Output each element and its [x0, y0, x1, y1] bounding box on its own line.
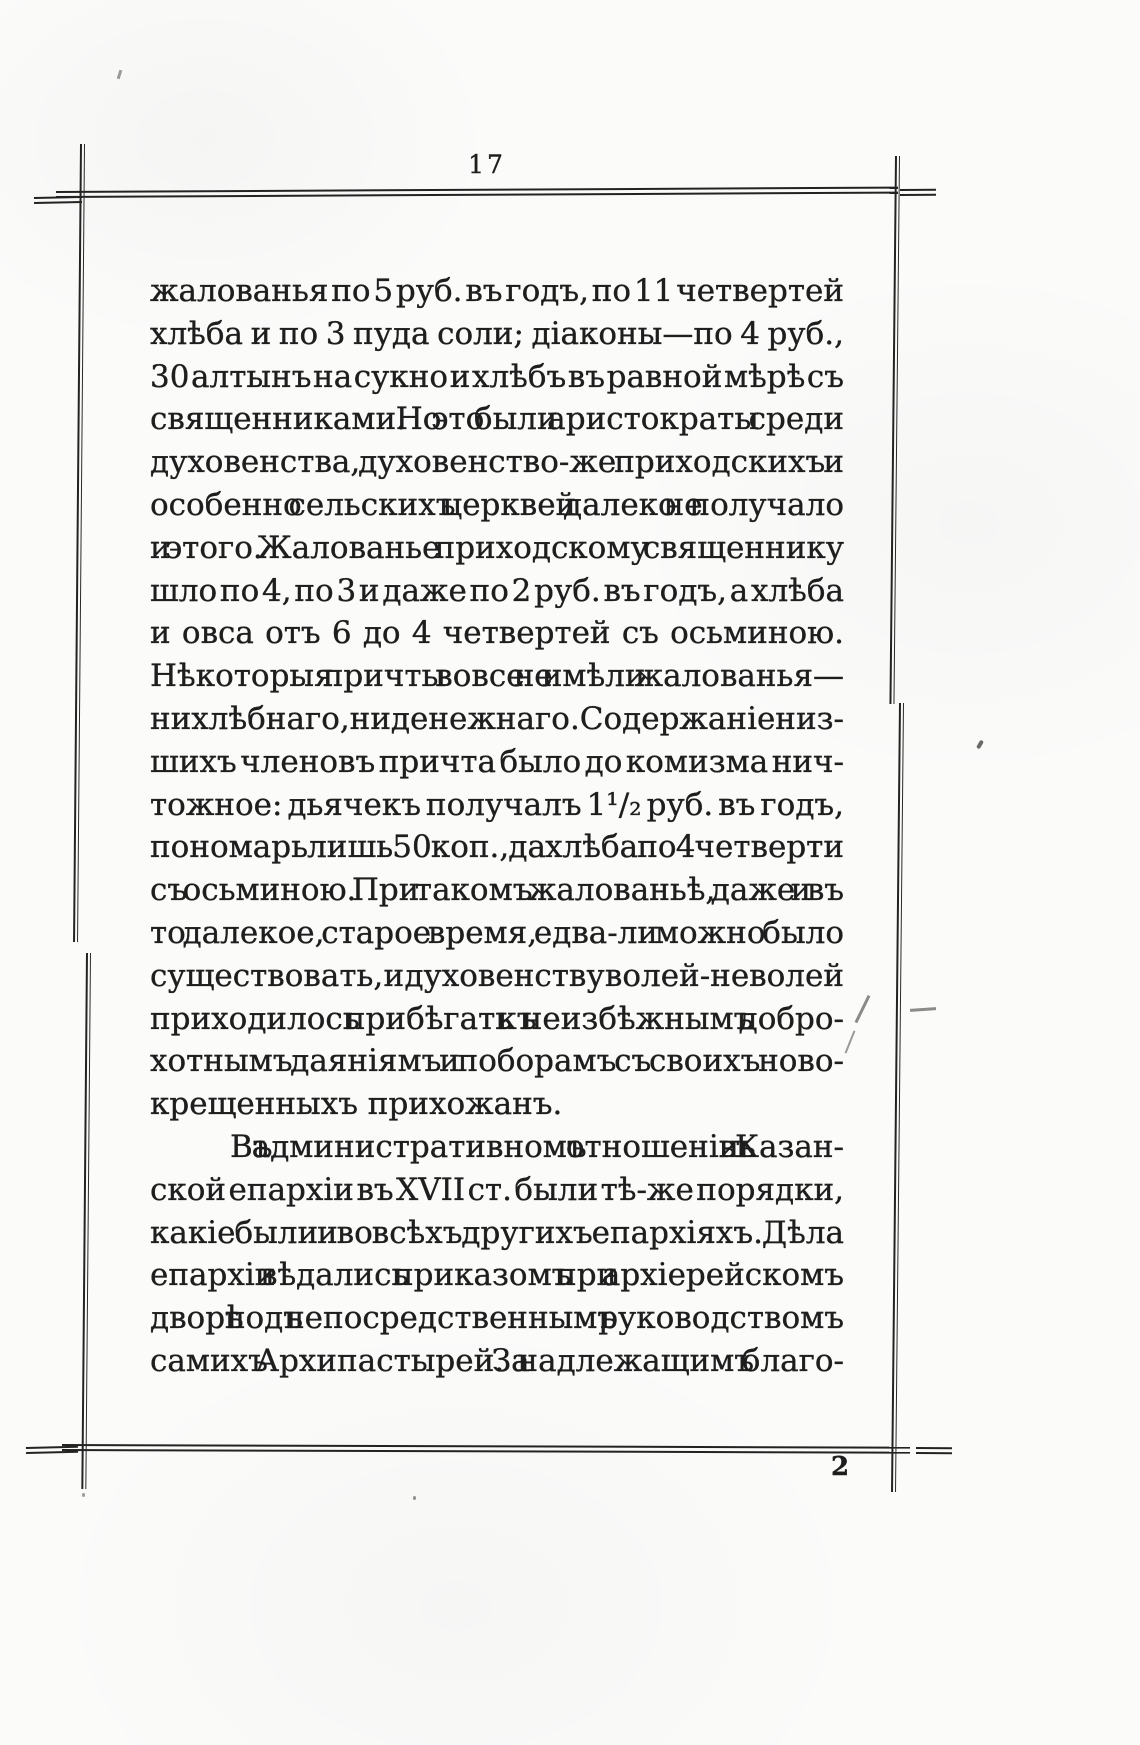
- text-line: [150, 1040, 844, 1083]
- bottom-border-left-stub: [26, 1446, 78, 1454]
- line-text: жалованья по 5 руб. въ годъ, по 11 четвертей: [150, 273, 844, 309]
- left-border-rule-upper: [73, 144, 85, 942]
- text-line: [150, 398, 844, 441]
- line-text: Въ административномъ отношеніи въ Казан-: [230, 1128, 844, 1165]
- text-line: [150, 826, 844, 869]
- line-text: священниками. Но это были аристократы среди: [150, 401, 844, 438]
- pencil-mark-dash: [910, 1007, 936, 1011]
- line-text: дворѣ подъ непосредственнымъ руководствомъ: [150, 1300, 844, 1337]
- line-text: существовать, и духовенству волей-неволей: [150, 957, 844, 994]
- text-line: [150, 1254, 844, 1297]
- ink-speck: [976, 740, 984, 750]
- text-line: [150, 741, 844, 784]
- text-line: [150, 1212, 844, 1255]
- text-line: [150, 570, 844, 613]
- ink-speck: [413, 1496, 416, 1500]
- line-text: самихъ Архипастырей. За надлежащимъ благо-: [150, 1342, 844, 1379]
- line-text: Нѣкоторыя причты вовсе не имѣли жалованья—: [150, 658, 844, 695]
- line-text: хлѣба и по 3 пуда соли; діаконы—по 4 руб.,: [150, 315, 844, 352]
- text-line: [150, 270, 844, 313]
- line-text: духовенства, духовенство-же приходскихъ и: [150, 444, 844, 481]
- text-line: [150, 1169, 844, 1212]
- text-line: [150, 1297, 844, 1340]
- line-text: особенно сельскихъ церквей далеко не получало: [150, 486, 844, 523]
- line-text: и овса отъ 6 до 4 четвертей съ осьминою.: [150, 615, 844, 652]
- top-border-left-stub: [34, 196, 82, 204]
- line-text: шихъ членовъ причта было до комизма нич-: [150, 743, 844, 780]
- text-line: [150, 955, 844, 998]
- signature-mark: 2: [830, 1452, 850, 1482]
- text-line: [150, 912, 844, 955]
- line-text: хотнымъ даяніямъ и поборамъ съ своихъ ново-: [150, 1043, 844, 1080]
- text-line: [150, 869, 844, 912]
- top-border-rule: [56, 187, 898, 198]
- line-text: съ осьминою. При такомъ жалованьѣ, даже и въ: [150, 872, 844, 909]
- body-text: [150, 270, 844, 1383]
- line-text: тожное: дьячекъ получалъ 1¹/₂ руб. въ годъ,: [150, 786, 844, 823]
- page-number: 17: [468, 150, 506, 179]
- text-line-paragraph-end: [150, 1083, 844, 1126]
- line-text: какіе были и во всѣхъ другихъ епархіяхъ. Дѣла: [150, 1214, 844, 1251]
- text-line: [150, 612, 844, 655]
- line-text: шло по 4, по 3 и даже по 2 руб. въ годъ, а хлѣба: [150, 572, 844, 609]
- text-line: [150, 998, 844, 1041]
- line-text: ни хлѣбнаго, ни денежнаго. Содержаніе низ-: [150, 700, 844, 737]
- pencil-mark: [845, 1030, 856, 1053]
- ink-speck: [82, 1493, 85, 1497]
- text-line: [150, 484, 844, 527]
- text-line: [150, 527, 844, 570]
- line-text: то далекое, старое время, едва-ли можно было: [150, 914, 844, 951]
- line-text: епархіи вѣдались приказомъ при архіерейскомъ: [150, 1257, 844, 1294]
- line-text: приходилось прибѣгать къ неизбѣжнымъ добро-: [150, 1000, 844, 1037]
- text-line: [150, 655, 844, 698]
- text-line-paragraph-start: [150, 1126, 844, 1169]
- line-text: ской епархіи въ XVII ст. были тѣ-же порядки,: [150, 1171, 844, 1208]
- bottom-border-rule: [62, 1444, 910, 1454]
- line-text: и этого. Жалованье приходскому священнику: [150, 529, 844, 566]
- line-text: 30 алтынъ на сукно и хлѣбъ въ равной мѣрѣ съ: [150, 358, 844, 395]
- bottom-border-right-stub: [916, 1447, 952, 1454]
- line-text: крещенныхъ прихожанъ.: [150, 1086, 563, 1123]
- top-border-right-stub: [900, 189, 936, 196]
- ink-speck: [117, 70, 123, 79]
- left-border-rule-lower: [81, 953, 91, 1489]
- text-line: [150, 1340, 844, 1383]
- pencil-mark: [855, 995, 870, 1023]
- text-line: [150, 441, 844, 484]
- text-line: [150, 698, 844, 741]
- right-border-rule-upper: [889, 156, 900, 704]
- text-line: [150, 784, 844, 827]
- text-line: [150, 356, 844, 399]
- right-border-rule-lower: [891, 703, 904, 1492]
- text-line: [150, 313, 844, 356]
- line-text: пономарь лишь 50 коп., да хлѣба по 4 четверти: [150, 829, 844, 866]
